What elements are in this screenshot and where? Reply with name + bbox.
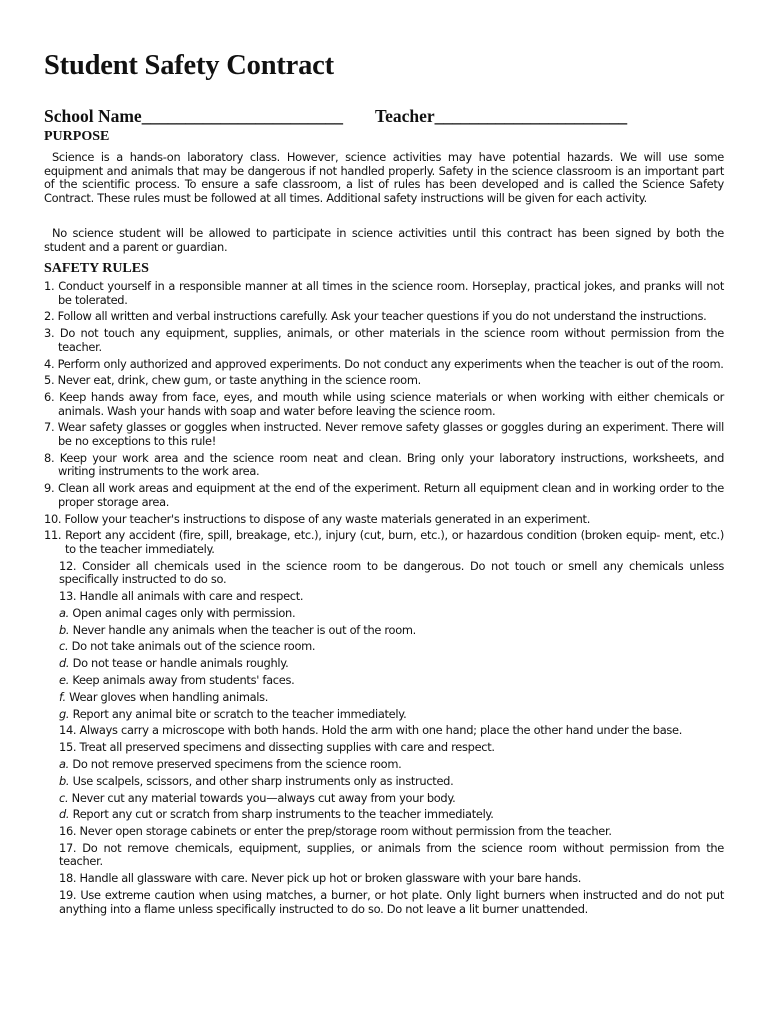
rule-item <box>44 327 724 354</box>
rule-text: Follow your teacher's instructions to dispose of any waste materials generated in an experiment. <box>64 511 591 526</box>
subrule-letter: a. <box>59 605 70 620</box>
rule-item <box>44 280 724 307</box>
rule-text: Do not remove preserved specimens from the science room. <box>72 756 402 771</box>
rule-number: 11. <box>44 528 62 543</box>
rule-text: Treat all preserved specimens and dissecting supplies with care and respect. <box>79 740 495 755</box>
rule-item <box>44 872 724 886</box>
purpose-heading: PURPOSE <box>44 129 110 144</box>
rule-subitem <box>44 691 724 705</box>
rule-subitem <box>44 792 724 806</box>
rule-subitem <box>44 708 724 722</box>
safety-rules-heading: SAFETY RULES <box>44 261 149 276</box>
rule-text: Perform only authorized and approved experiments. Do not conduct any experiments when the teacher is out of the room. <box>57 356 724 371</box>
subrule-letter: f. <box>59 689 66 704</box>
rule-text: Do not touch any equipment, supplies, animals, or other materials in the science room without permission from the teacher. <box>58 326 724 354</box>
rule-text: Clean all work areas and equipment at the end of the experiment. Return all equipment clean and in working order to the proper storage area. <box>57 481 724 509</box>
rule-item <box>44 421 724 448</box>
rule-number: 3. <box>44 326 55 341</box>
rule-item <box>44 310 724 324</box>
rule-item <box>44 842 724 869</box>
rule-number: 7. <box>44 420 55 435</box>
safety-rules-list <box>44 280 724 919</box>
rule-text: Report any cut or scratch from sharp instruments to the teacher immediately. <box>72 807 494 822</box>
rule-number: 13. <box>59 589 77 604</box>
rule-item <box>44 452 724 479</box>
rule-text: Consider all chemicals used in the science room to be dangerous. Do not touch or smell any chemicals unless specifically instructed to do so. <box>59 558 725 587</box>
subrule-letter: c. <box>59 639 69 654</box>
rule-item <box>44 482 724 509</box>
school-name-field[interactable]: School Name_______________________ <box>44 106 343 126</box>
rule-subitem <box>44 607 724 621</box>
subrule-letter: d. <box>59 656 70 671</box>
rule-text: Wear gloves when handling animals. <box>69 689 269 704</box>
rule-text: Keep animals away from students' faces. <box>72 673 295 688</box>
rule-number: 14. <box>59 723 77 738</box>
rule-item <box>44 724 724 738</box>
rule-number: 8. <box>44 450 55 465</box>
rule-item <box>44 825 724 839</box>
rule-text: Follow all written and verbal instructions carefully. Ask your teacher questions if you do not understand the instructions. <box>57 309 707 324</box>
rule-text: Report any animal bite or scratch to the teacher immediately. <box>72 706 407 721</box>
rule-text: Conduct yourself in a responsible manner at all times in the science room. Horseplay, practical jokes, and pranks will not be tolerated. <box>58 279 724 307</box>
purpose-paragraph-1: Science is a hands-on laboratory class. However, science activities may have potential hazards. We will use some equipment and animals that may be dangerous if not handled properly. Safety in the science classroom is an important part of the scientific process. To ensure a safe classroom, a list of rules has been developed and is called the Science Safety Contract. These rules must be followed at all times. Additional safety instructions will be given for each activity. <box>44 150 724 205</box>
rule-number: 5. <box>44 373 55 388</box>
rule-number: 19. <box>59 888 77 902</box>
rule-subitem <box>44 657 724 671</box>
rule-subitem <box>44 624 724 638</box>
rule-item <box>44 590 724 604</box>
rule-item <box>44 529 724 556</box>
rule-subitem <box>44 674 724 688</box>
rule-subitem <box>44 775 724 789</box>
rule-text: Handle all animals with care and respect. <box>79 589 304 604</box>
rule-subitem <box>44 758 724 772</box>
rule-number: 17. <box>59 840 77 855</box>
rule-item <box>44 889 724 916</box>
subrule-letter: b. <box>59 773 70 788</box>
rule-item <box>44 741 724 755</box>
rule-text: Keep hands away from face, eyes, and mouth while using science materials or when working with either chemicals or animals. Wash your hands with soap and water before leaving the science room. <box>58 390 724 418</box>
subrule-letter: e. <box>59 673 70 688</box>
page-title: Student Safety Contract <box>44 50 334 81</box>
rule-text: Handle all glassware with care. Never pick up hot or broken glassware with your bare hands. <box>79 871 582 886</box>
rule-number: 15. <box>59 740 77 755</box>
rule-text: Never handle any animals when the teacher is out of the room. <box>72 622 416 637</box>
rule-number: 18. <box>59 871 77 886</box>
rule-text: Use extreme caution when using matches, a burner, or hot plate. Only light burners when instructed and do not put anything into a flame unless specifically instructed to do so. Do not leave a lit burner unattended. <box>59 888 724 916</box>
rule-text: Report any accident (fire, spill, breakage, etc.), injury (cut, burn, etc.), or hazardous condition (broken equip- ment, etc.) to the teacher immediately. <box>65 528 724 556</box>
subrule-letter: d. <box>59 807 70 822</box>
rule-item <box>44 560 724 587</box>
header-fields <box>44 106 724 128</box>
rule-number: 9. <box>44 481 55 496</box>
rule-number: 1. <box>44 279 55 293</box>
rule-text: Do not remove chemicals, equipment, supplies, or animals from the science room without permission from the teacher. <box>59 840 724 869</box>
subrule-letter: c. <box>59 790 69 805</box>
teacher-field[interactable]: Teacher______________________ <box>375 106 628 126</box>
rule-subitem <box>44 808 724 822</box>
rule-text: Keep your work area and the science room neat and clean. Bring only your laboratory instructions, worksheets, and writing instruments to the work area. <box>58 450 724 479</box>
rule-text: Never cut any material towards you—always cut away from your body. <box>71 790 456 805</box>
purpose-paragraph-2: No science student will be allowed to participate in science activities until this contract has been signed by both the student and a parent or guardian. <box>44 226 724 254</box>
rule-number: 6. <box>44 390 55 405</box>
subrule-letter: a. <box>59 756 70 771</box>
subrule-letter: b. <box>59 622 70 637</box>
rule-number: 4. <box>44 356 55 371</box>
rule-number: 10. <box>44 511 62 526</box>
rule-text: Never eat, drink, chew gum, or taste anything in the science room. <box>57 373 421 388</box>
rule-number: 16. <box>59 824 77 839</box>
rule-text: Do not take animals out of the science room. <box>71 639 316 654</box>
rule-item <box>44 374 724 388</box>
rule-subitem <box>44 640 724 654</box>
rule-text: Do not tease or handle animals roughly. <box>72 656 289 671</box>
subrule-letter: g. <box>59 706 70 721</box>
rule-text: Open animal cages only with permission. <box>72 605 296 620</box>
rule-number: 12. <box>59 558 77 573</box>
rule-number: 2. <box>44 309 55 324</box>
rule-item <box>44 513 724 527</box>
rule-text: Never open storage cabinets or enter the prep/storage room without permission from the teacher. <box>79 824 612 839</box>
rule-item <box>44 358 724 372</box>
rule-text: Always carry a microscope with both hands. Hold the arm with one hand; place the other hand under the base. <box>79 723 683 738</box>
rule-item <box>44 391 724 418</box>
rule-text: Use scalpels, scissors, and other sharp instruments only as instructed. <box>72 773 454 788</box>
rule-text: Wear safety glasses or goggles when instructed. Never remove safety glasses or goggles during an experiment. There will be no exceptions to this rule! <box>57 420 724 449</box>
